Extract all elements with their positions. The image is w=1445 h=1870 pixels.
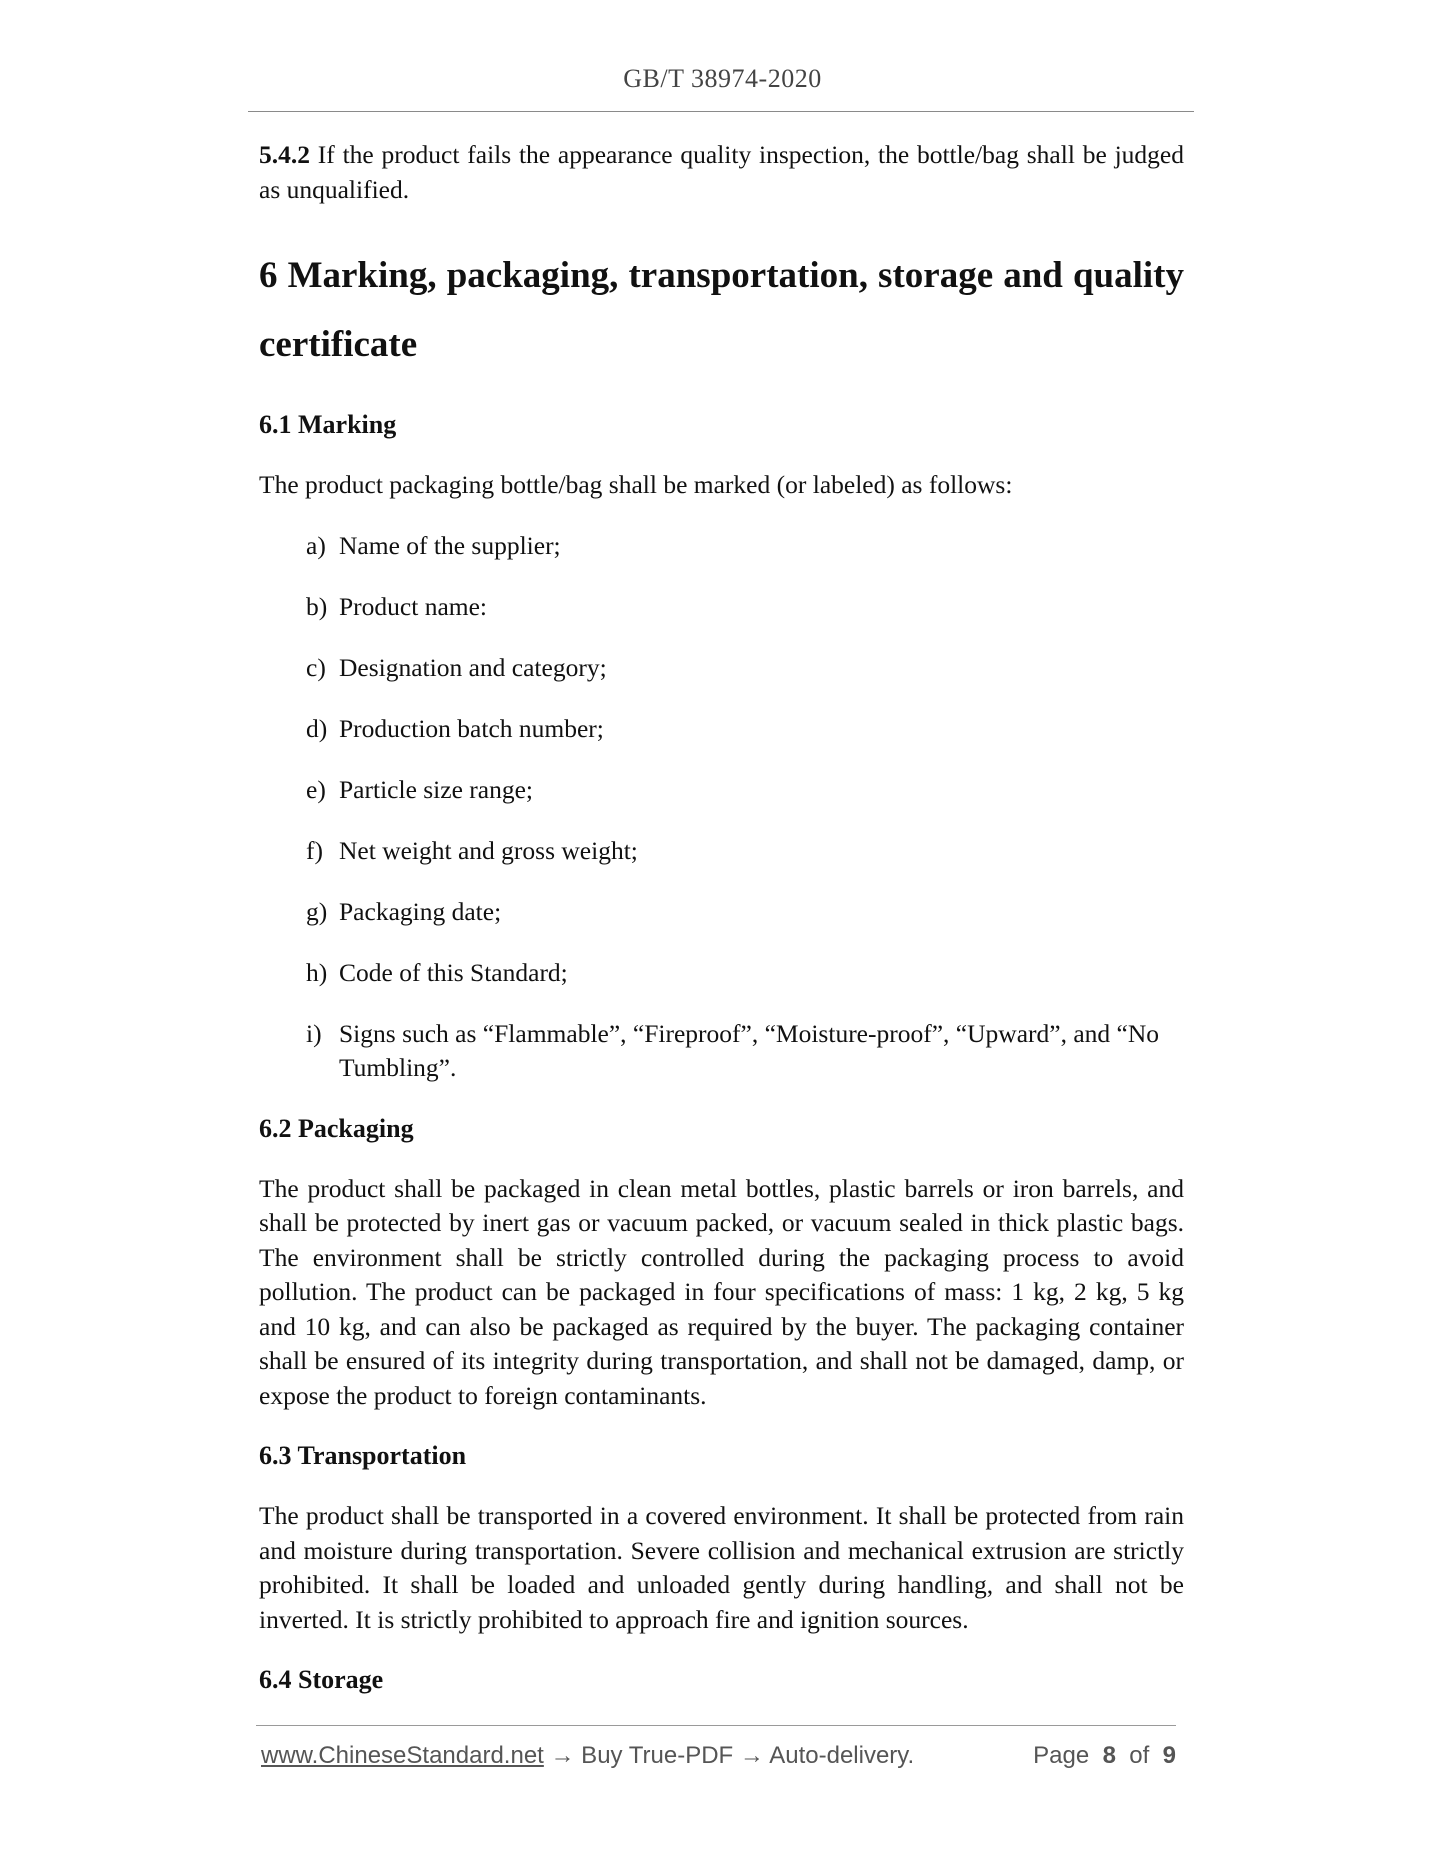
marking-list: [259, 529, 1184, 1086]
clause-number: 5.4.2: [259, 140, 310, 169]
list-item-text: Packaging date;: [339, 896, 502, 926]
promo-text: → Buy True-PDF → Auto-delivery.: [543, 1742, 915, 1769]
list-item: [259, 651, 1184, 686]
list-item: [259, 895, 1184, 930]
list-marker: i): [306, 1018, 322, 1048]
list-item-text: Particle size range;: [339, 774, 533, 804]
list-marker: g): [306, 896, 328, 926]
header-divider: [248, 111, 1194, 112]
list-marker: b): [306, 591, 328, 621]
footer-divider: [256, 1725, 1176, 1726]
list-item: [259, 712, 1184, 747]
list-item: [259, 834, 1184, 869]
list-item-text: Designation and category;: [339, 652, 607, 682]
list-item-text: Product name:: [339, 591, 488, 621]
list-item: [259, 773, 1184, 808]
packaging-text: The product shall be packaged in clean metal bottles, plastic barrels or iron barrels, and shall be protected by inert gas or vacuum packed, or vacuum sealed in thick plastic bags. The environment shall be strictly controlled during the packaging process to avoid pollution. The product can be packaged in four specifications of mass: 1 kg, 2 kg, 5 kg and 10 kg, and can also be packaged as required by the buyer. The packaging container shall be ensured of its integrity during transportation, and shall not be damaged, damp, or expose the product to foreign contaminants.: [259, 1173, 1184, 1410]
heading-6-1-marking: 6.1 Marking: [259, 410, 397, 439]
list-marker: d): [306, 713, 328, 743]
list-item-text: Name of the supplier;: [339, 530, 561, 560]
page-footer: [261, 1742, 1176, 1770]
page-label: Page: [1033, 1742, 1090, 1769]
list-marker: h): [306, 957, 328, 987]
current-page-number: 8: [1102, 1742, 1116, 1769]
total-pages-number: 9: [1162, 1742, 1176, 1769]
page-indicator: [1033, 1742, 1176, 1770]
heading-6-2-packaging: 6.2 Packaging: [259, 1113, 414, 1143]
page-content: [259, 138, 1184, 1697]
transportation-text: The product shall be transported in a covered environment. It shall be protected from rain and moisture during transportation. Severe collision and mechanical extrusion are strictly prohibited. It shall be loaded and unloaded gently during handling, and shall not be inverted. It is strictly prohibited to approach fire and ignition sources.: [259, 1501, 1184, 1634]
list-marker: f): [306, 835, 323, 865]
heading-6-3-transportation: 6.3 Transportation: [259, 1441, 467, 1470]
list-item: [259, 590, 1184, 625]
list-item-text: Production batch number;: [339, 713, 604, 743]
list-marker: e): [306, 774, 326, 804]
marking-lead: The product packaging bottle/bag shall be marked (or labeled) as follows:: [259, 470, 1013, 499]
clause-5-4-2: [259, 138, 1184, 207]
list-item: [259, 1017, 1184, 1086]
site-link[interactable]: www.ChineseStandard.net: [261, 1742, 544, 1769]
list-marker: c): [306, 652, 326, 682]
list-item: [259, 529, 1184, 564]
heading-6-4-storage: 6.4 Storage: [259, 1665, 384, 1694]
list-item: [259, 956, 1184, 991]
list-marker: a): [306, 530, 326, 560]
clause-text: If the product fails the appearance quality inspection, the bottle/bag shall be judged as unqualified.: [259, 140, 1184, 204]
document-code-header: GB/T 38974-2020: [623, 64, 822, 93]
section-6-title: 6 Marking, packaging, transportation, storage and quality certificate: [259, 255, 1184, 365]
list-item-text: Net weight and gross weight;: [339, 835, 638, 865]
list-item-text: Signs such as “Flammable”, “Fireproof”, “Moisture-proof”, “Upward”, and “No Tumbling”.: [339, 1018, 1159, 1082]
list-item-text: Code of this Standard;: [339, 957, 568, 987]
page-of-label: of: [1129, 1742, 1150, 1769]
